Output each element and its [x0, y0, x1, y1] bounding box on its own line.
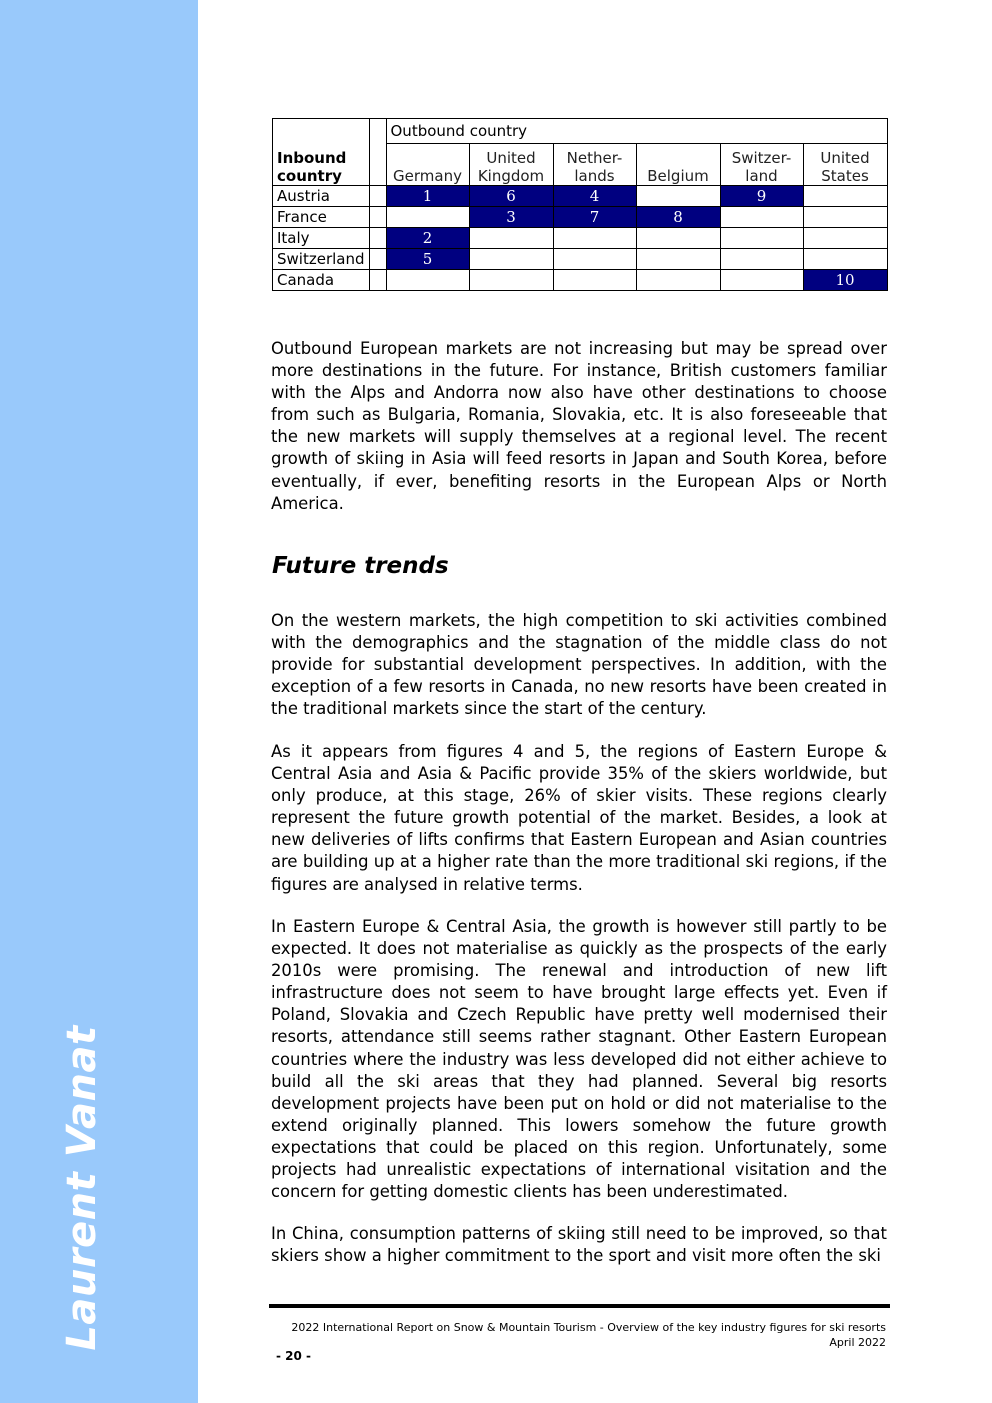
cell-canada-netherlands	[553, 270, 636, 291]
column-header-germany: Germany	[386, 143, 469, 185]
market-matrix-table	[272, 118, 888, 291]
cell-austria-switzerland: 9	[720, 186, 803, 207]
column-header-united-kingdom: United Kingdom	[469, 143, 553, 185]
body-section-2	[271, 610, 887, 720]
row-label-italy: Italy	[273, 228, 370, 249]
cell-france-netherlands: 7	[553, 207, 636, 228]
footer-text	[291, 1321, 886, 1350]
cell-france-us	[803, 207, 887, 228]
author-name: Laurent Vanat	[59, 1025, 105, 1351]
column-header-united-states: United States	[803, 143, 887, 185]
cell-canada-belgium	[636, 270, 720, 291]
body-section-3	[271, 741, 887, 896]
cell-italy-belgium	[636, 228, 720, 249]
cell-france-belgium: 8	[636, 207, 720, 228]
row-label-france: France	[273, 207, 370, 228]
inbound-country-header: Inbound country	[273, 119, 370, 186]
cell-switzerland-us	[803, 249, 887, 270]
section-heading: Future trends	[272, 553, 449, 579]
cell-france-switzerland	[720, 207, 803, 228]
cell-switzerland-netherlands	[553, 249, 636, 270]
row-label-switzerland: Switzerland	[273, 249, 370, 270]
cell-switzerland-uk	[469, 249, 553, 270]
row-label-canada: Canada	[273, 270, 370, 291]
cell-austria-germany: 1	[386, 186, 469, 207]
footer-report-title: 2022 International Report on Snow & Mountain Tourism - Overview of the key industry figures for ski resorts	[291, 1321, 886, 1334]
paragraph: On the western markets, the high competition to ski activities combined with the demographics and the stagnation of the middle class do not provide for substantial development perspectives. In addition, with the exception of a few resorts in Canada, no new resorts have been created in the traditional markets since the start of the century.	[271, 611, 887, 719]
cell-italy-germany: 2	[386, 228, 469, 249]
outbound-country-header: Outbound country	[386, 119, 887, 144]
footer-date: April 2022	[829, 1335, 886, 1349]
cell-austria-uk: 6	[469, 186, 553, 207]
body-section-5	[271, 1223, 887, 1267]
sidebar	[0, 0, 198, 1403]
cell-switzerland-belgium	[636, 249, 720, 270]
cell-italy-netherlands	[553, 228, 636, 249]
cell-italy-uk	[469, 228, 553, 249]
body-section-4	[271, 916, 887, 1203]
column-header-switzerland: Switzer- land	[720, 143, 803, 185]
cell-france-germany	[386, 207, 469, 228]
cell-italy-switzerland	[720, 228, 803, 249]
paragraph: As it appears from figures 4 and 5, the regions of Eastern Europe & Central Asia and Asia & Pacific provide 35% of the skiers worldwide, but only produce, at this stage, 26% of skier visits. These regions clearly represent the future growth potential of the market. Besides, a look at new deliveries of lifts confirms that Eastern European and Asian countries are building up at a higher rate than the more traditional ski regions, if the figures are analysed in relative terms.	[271, 742, 887, 894]
cell-canada-switzerland	[720, 270, 803, 291]
cell-switzerland-germany: 5	[386, 249, 469, 270]
cell-austria-us	[803, 186, 887, 207]
body-section-1	[271, 338, 887, 515]
column-header-netherlands: Nether- lands	[553, 143, 636, 185]
cell-canada-germany	[386, 270, 469, 291]
column-header-belgium: Belgium	[636, 143, 720, 185]
cell-switzerland-switzerland	[720, 249, 803, 270]
cell-austria-belgium	[636, 186, 720, 207]
cell-italy-us	[803, 228, 887, 249]
cell-austria-netherlands: 4	[553, 186, 636, 207]
row-label-austria: Austria	[273, 186, 370, 207]
paragraph: In China, consumption patterns of skiing still need to be improved, so that skiers show a higher commitment to the sport and visit more often the ski	[271, 1224, 887, 1266]
paragraph: Outbound European markets are not increasing but may be spread over more destinations in the future. For instance, British customers familiar with the Alps and Andorra now also have other destinations to choose from such as Bulgaria, Romania, Slovakia, etc. It is also foreseeable that the new markets will supply themselves at a regional level. The recent growth of skiing in Asia will feed resorts in Japan and South Korea, before eventually, if ever, benefiting resorts in the European Alps or North America.	[271, 339, 887, 513]
paragraph: In Eastern Europe & Central Asia, the growth is however still partly to be expected. It does not materialise as quickly as the prospects of the early 2010s were promising. The renewal and introduction of new lift infrastructure does not seem to have brought large effects yet. Even if Poland, Slovakia and Czech Republic have pretty well modernised their resorts, attendance still seems rather stagnant. Other Eastern European countries where the industry was less developed did not either achieve to build all the ski areas that they had planned. Several big resorts development projects have been put on hold or did not materialise to the extend originally planned. This lowers somehow the future growth expectations that could be placed on this region. Unfortunately, some projects had unrealistic expectations of international visitation and the concern for getting domestic clients has been underestimated.	[271, 917, 887, 1202]
cell-canada-uk	[469, 270, 553, 291]
cell-canada-us: 10	[803, 270, 887, 291]
cell-france-uk: 3	[469, 207, 553, 228]
page-number: - 20 -	[276, 1349, 312, 1363]
footer-divider	[269, 1304, 890, 1308]
